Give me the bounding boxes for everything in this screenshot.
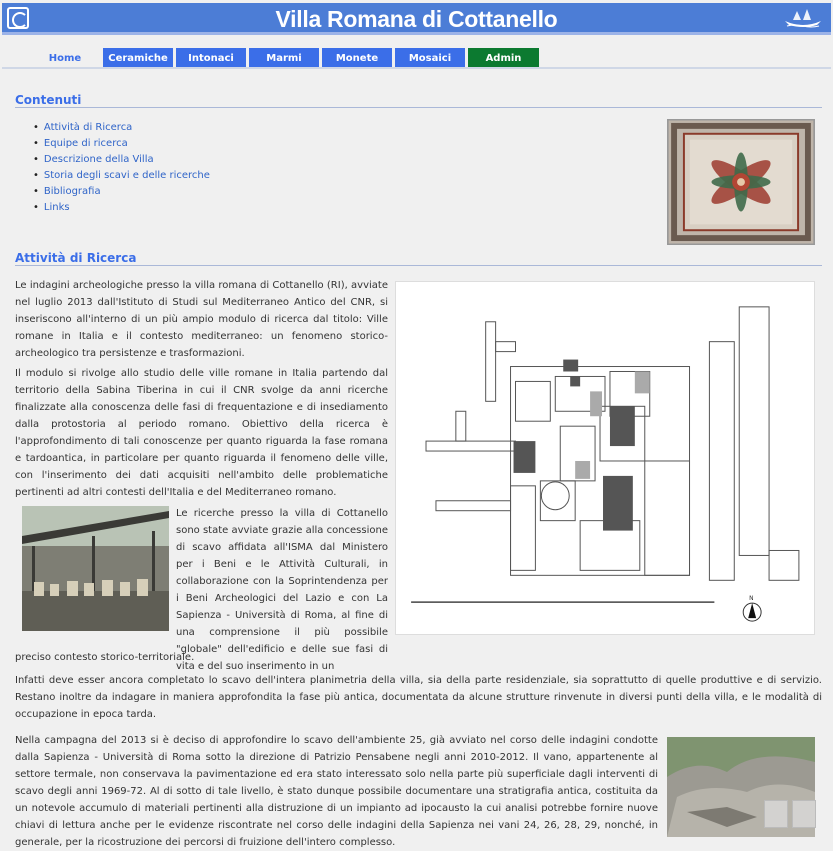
research-rule (15, 265, 822, 266)
tab-home[interactable]: Home (30, 48, 100, 68)
next-image-icon[interactable] (792, 800, 816, 828)
site-title: Villa Romana di Cottanello (275, 6, 558, 32)
contents-title: Contenuti (15, 93, 82, 107)
research-paragraph-2: Il modulo si rivolge allo studio delle ville romane in Italia partendo dal territorio della Sabina Tiberina in cui il CNR svolge da anni ricerche finalizzate alla conoscenza delle fasi di frequentazione e di insediamento dalla protostoria al periodo romano. Obiettivo della ricerca è l'approfondimento di tali conoscenze per quanto riguarda la fase romana e tardoantica, in particolare per quanto riguarda il fenomeno delle ville, con l'inserimento dei dati acquisiti nell'ambito delle problematiche pertinenti ad altri contesti dell'Italia e del Mediterraneo romano. (15, 368, 388, 498)
site-header (2, 3, 831, 35)
main-nav (30, 48, 542, 68)
contents-list (33, 120, 210, 216)
villa-floor-plan (395, 281, 815, 635)
research-paragraph-3-end: preciso contesto storico-territoriale. (15, 652, 195, 663)
contents-link-bibliografia[interactable]: • Bibliografia (33, 184, 210, 200)
tab-ceramiche[interactable]: Ceramiche (103, 48, 173, 68)
tab-monete[interactable]: Monete (322, 48, 392, 68)
contents-link-storia[interactable]: • Storia degli scavi e delle ricerche (33, 168, 210, 184)
contents-link-attivita[interactable]: • Attività di Ricerca (33, 120, 210, 136)
image-viewer-controls (764, 800, 818, 828)
tab-intonaci[interactable]: Intonaci (176, 48, 246, 68)
research-paragraph-3: Le ricerche presso la villa di Cottanello sono state avviate grazie alla concessione di scavo affidata all'ISMA dal Ministero per i Beni e le Attività Culturali, in collaborazione con la Soprintendenza per i Beni Archeologici del Lazio e con La Sapienza - Università di Roma, al fine di una comprensione il più possibile "globale" dell'edificio e delle sue fasi di vita e del suo inserimento in un (176, 508, 388, 672)
mosaic-photo (667, 119, 815, 245)
tab-admin[interactable]: Admin (468, 48, 539, 68)
contents-link-equipe[interactable]: • Equipe di ricerca (33, 136, 210, 152)
contents-link-links[interactable]: • Links (33, 200, 210, 216)
svg-text:N: N (749, 595, 754, 603)
nav-divider (2, 67, 831, 69)
contents-rule (15, 107, 822, 108)
excavation-photo (22, 506, 169, 631)
research-paragraph-5: Nella campagna del 2013 si è deciso di approfondire lo scavo dell'ambiente 25, già avviato nel corso delle indagini condotte dalla Sapienza - Università di Roma sotto la direzione di Patrizio Pensabene negli anni 2010-2012. Il vano, appartenente al settore termale, non conservava la pavimentazione ed era stato interessato solo nella parte più superficiale dagli interventi di scavo degli anni 1969-72. Al di sotto di tale livello, è stato dunque possibile documentare una stratigrafia antica, costituita da un notevole accumulo di materiali pertinenti alla distruzione di un impianto ad ipocausto la cui analisi potrebbe fornire nuove chiavi di lettura anche per le evidenze riscontrate nel corso delle indagini della Sapienza nei vani 24, 26, 28, 29, nonché, in generale, per la ricostruzione dei percorsi di fruizione dell'intero complesso. (15, 735, 658, 848)
prev-image-icon[interactable] (764, 800, 788, 828)
tab-mosaici[interactable]: Mosaici (395, 48, 465, 68)
research-paragraph-1: Le indagini archeologiche presso la villa romana di Cottanello (RI), avviate nel luglio 2013 dall'Istituto di Studi sul Mediterraneo Antico del CNR, si inseriscono all'interno di un più ampio modulo di ricerca dal titolo: Ville romane in Italia e il contesto mediterraneo: un fenomeno storico-archeologico tra persistenze e trasformazioni. (15, 280, 388, 359)
tab-marmi[interactable]: Marmi (249, 48, 319, 68)
research-paragraph-4: Infatti deve esser ancora completato lo scavo dell'intera planimetria della villa, sia della parte residenziale, sia soprattutto di quelle produttive e di servizio. Restano inoltre da indagare in maniera approfondita la fase più antica, documentata da alcune strutture rinvenute in diversi punti della villa, e le modalità di occupazione in epoca tarda. (15, 675, 822, 720)
ship-logo-icon[interactable] (783, 7, 823, 29)
contents-link-descrizione[interactable]: • Descrizione della Villa (33, 152, 210, 168)
research-title: Attività di Ricerca (15, 251, 137, 265)
